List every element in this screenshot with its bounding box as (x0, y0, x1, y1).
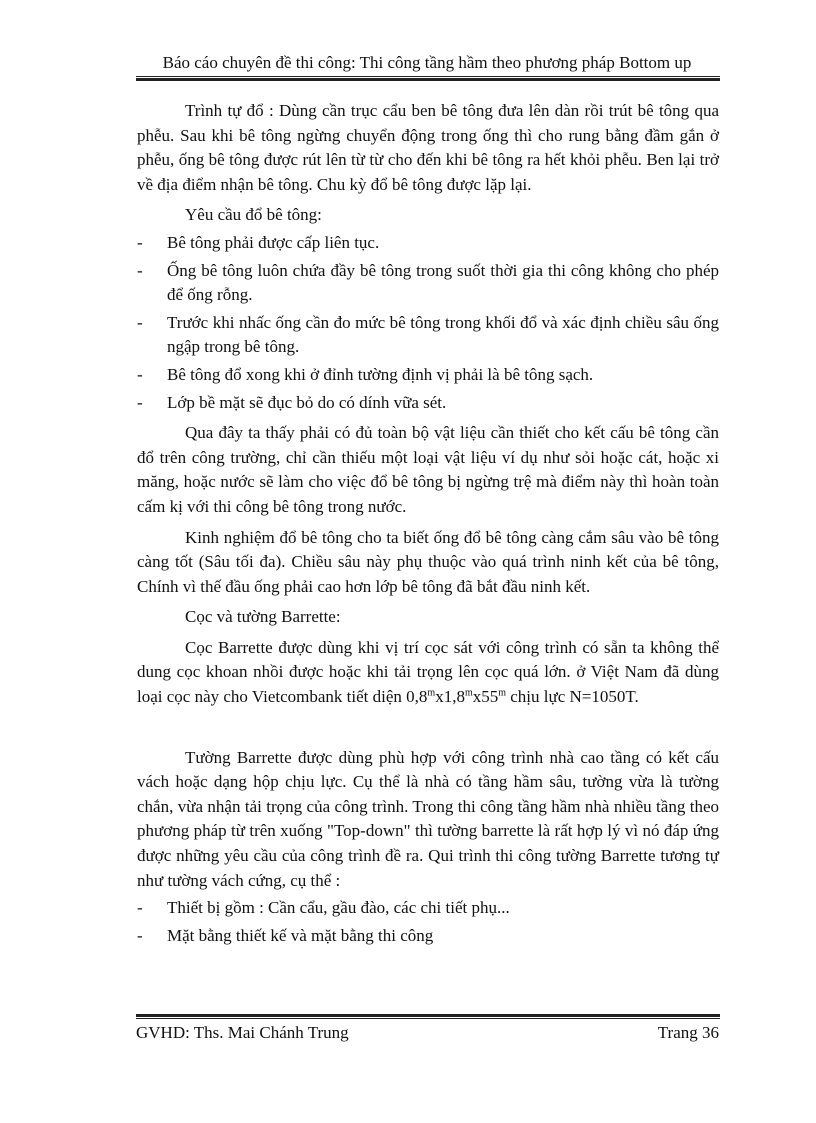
footer-page-number: Trang 36 (657, 1023, 719, 1042)
footer-advisor: GVHD: Ths. Mai Chánh Trung (136, 1023, 349, 1042)
list-item: - Bê tông đổ xong khi ở đỉnh tường định vị phải là bê tông sạch. (137, 363, 719, 388)
bullet-dash: - (137, 392, 143, 412)
bullet-dash: - (137, 232, 143, 252)
bullet-dash: - (137, 260, 143, 280)
list-item: - Trước khi nhấc ống cần đo mức bê tông trong khối đổ và xác định chiều sâu ống ngập trong bê tông. (137, 312, 719, 357)
paragraph-barrette-pile: Cọc Barrette được dùng khi vị trí cọc sát với công trình có sẵn ta không thể dung cọc khoan nhồi được hoặc khi tải trọng lên cọc quá lớn. ở Việt Nam đã dùng loại cọc này cho Vietcombank tiết diện 0,8$^m$x1,8$^m$x55$^m$ chịu lực N=1050T. (137, 637, 719, 707)
list-item: - Bê tông phải được cấp liên tục. (137, 231, 719, 256)
footer-divider (136, 1014, 720, 1019)
list-item: - Thiết bị gồm : Cần cẩu, gầu đào, các chi tiết phụ... (137, 896, 719, 921)
page-body (137, 99, 719, 948)
paragraph-barrette-wall: Tường Barrette được dùng phù hợp với công trình nhà cao tầng có kết cấu vách hoặc dạng hộp chịu lực. Cụ thể là nhà có tầng hầm sâu, tường vừa là tường chắn, vừa nhận tải trọng của công trình. Trong thi công tầng hầm nhà nhiều tầng theo phương pháp từ trên xuống "Top-down" thì tường barrette là rất hợp lý vì nó đáp ứng được những yêu cầu của công trình đề ra. Qui trình thi công tường Barrette tương tự như tường vách cứng, cụ thể : (137, 747, 719, 890)
blank-gap (137, 710, 719, 740)
paragraph-material-supply: Qua đây ta thấy phải có đủ toàn bộ vật liệu cần thiết cho kết cấu bê tông cần đổ trên công trường, chỉ cần thiếu một loại vật liệu ví dụ như sỏi hoặc cát, hoặc xi măng, hoặc nước sẽ làm cho việc đổ bê tông bị ngừng trệ mà điểm này thì hoàn toàn cấm kị với thi công bê tông trong nước. (137, 423, 719, 516)
bullet-dash: - (137, 925, 143, 945)
requirements-heading: Yêu cầu đổ bê tông: (185, 205, 322, 225)
bullet-dash: - (137, 312, 143, 332)
list-item: - Ống bê tông luôn chứa đầy bê tông trong suốt thời gia thi công không cho phép để ống rỗng. (137, 260, 719, 305)
paragraph-pouring-experience: Kinh nghiệm đổ bê tông cho ta biết ống đổ bê tông càng cắm sâu vào bê tông càng tốt (Sâu tối đa). Chiều sâu này phụ thuộc vào quá trình ninh kết của bê tông, Chính vì thế đầu ống phải cao hơn lớp bê tông đã bắt đầu ninh kết. (137, 527, 719, 596)
list-item: - Mặt bằng thiết kế và mặt bằng thi công (137, 924, 719, 949)
list-item: - Lớp bề mặt sẽ đục bỏ do có dính vữa sét. (137, 391, 719, 416)
paragraph-pouring-sequence: Trình tự đổ : Dùng cần trục cẩu ben bê tông đưa lên dàn rồi trút bê tông qua phễu. Sau khi bê tông ngừng chuyển động trong ống thì cho rung bằng đầm gắn ở phễu, ống bê tông được rút lên từ từ cho đến khi bê tông ra hết khỏi phễu. Ben lại trở về địa điểm nhận bê tông. Chu kỳ đổ bê tông được lặp lại. (137, 101, 719, 194)
page-header: Báo cáo chuyên đề thi công: Thi công tầng hầm theo phương pháp Bottom up (162, 53, 692, 72)
equipment-list (137, 896, 719, 948)
requirements-list (137, 231, 719, 415)
bullet-dash: - (137, 364, 143, 384)
barrette-heading: Cọc và tường Barrette: (185, 607, 341, 627)
header-divider (136, 76, 720, 81)
bullet-dash: - (137, 898, 143, 918)
